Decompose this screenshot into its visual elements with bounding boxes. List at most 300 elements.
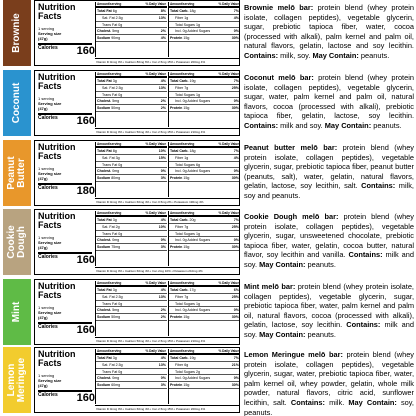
nutrient-name: Protein 15g [170, 245, 190, 250]
flavor-row [0, 347, 416, 416]
nutrient-column-right [168, 2, 240, 57]
nutrient-name: Cholest. 0mg [97, 376, 120, 381]
calories-label: Calories [38, 324, 58, 330]
nutrient-name: Fiber 7g [175, 224, 189, 229]
nutrient-dv: 0% [233, 376, 239, 381]
nutrient-column-left [95, 349, 167, 404]
nutrient-dv: 6% [233, 288, 239, 292]
nutrient-name: Trans Fat 0g [102, 301, 123, 306]
nutrient-row [96, 98, 167, 105]
nutrient-name: Trans Fat 0g [102, 92, 123, 97]
nutrient-name: Sodium 75mg [97, 245, 121, 250]
nutrient-amount: 7g [184, 294, 189, 299]
nutrient-name: Sat. Fat 2.5g [102, 362, 123, 367]
nutrient-column-left [95, 2, 167, 57]
serving-info [38, 166, 92, 181]
nutrient-name: Fiber 6g [175, 362, 189, 367]
flavor-row [0, 279, 416, 345]
may-contain-value: peanuts. [358, 50, 390, 60]
serving-size-value: (47g) [38, 176, 48, 181]
nutrient-name: Incl. 0g Added Sugars [175, 169, 211, 174]
nutrient-amount: 15g [183, 106, 190, 111]
vitamin-footer: Vitamin D 0mcg 0% • Calcium 60mg 4% • Iron 2.5mg 15% • Potassium 200mg 4% [95, 405, 240, 413]
nutrient-dv: 30% [231, 383, 239, 388]
nutrient-row [169, 301, 240, 308]
calories-value: 160 [76, 45, 95, 57]
nutrient-row [169, 375, 240, 382]
nutrient-row [169, 382, 240, 389]
nutrition-title: Nutrition Facts [38, 211, 76, 230]
nutrient-dv: 13% [158, 15, 166, 20]
may-contain-label: May Contain: [348, 397, 397, 407]
nutrient-dv: 15% [158, 155, 166, 160]
nutrient-dv: 8% [160, 9, 166, 13]
flavor-row [0, 140, 416, 206]
ingredients-text [244, 350, 414, 416]
nutrient-name: Incl. 0g Added Sugars [175, 376, 211, 381]
nutrient-amount: 3g [112, 79, 117, 83]
nutrient-name: Incl. 0g Added Sugars [175, 238, 211, 243]
nutrient-dv: 4% [160, 288, 166, 292]
flavor-tab [3, 209, 31, 275]
flavor-tab [3, 0, 31, 66]
servings-count: 1 serving [38, 26, 55, 31]
calories-label: Calories [38, 254, 58, 260]
nutrient-row [169, 369, 240, 376]
column-dv-label: % Daily Value [218, 211, 239, 215]
flavor-name: Peanut butter melō bar: [244, 143, 338, 152]
nutrient-dv: 0% [233, 308, 239, 313]
nutrient-amount: 3g [112, 288, 117, 292]
nutrient-dv: 10% [158, 149, 166, 153]
nutrient-name: Total Carb. 18g [170, 149, 196, 153]
nutrient-dv: 0% [233, 99, 239, 104]
nutrient-amount: 3g [112, 356, 117, 360]
flavor-tab-label: Coconut [11, 82, 22, 124]
nutrient-row [169, 244, 240, 251]
column-amount-label: Amount/serving [97, 2, 122, 6]
nutrient-amount: 0g [118, 369, 123, 374]
nutrient-name: Total Fat 3g [97, 218, 117, 222]
nutrient-dv: 3% [160, 383, 166, 388]
nutrient-amount: 0g [118, 162, 123, 167]
nutrient-name: Total Carb. 20g [170, 218, 196, 222]
serving-info [38, 235, 92, 250]
flavor-name: Mint melō bar: [244, 282, 296, 291]
vitamin-footer: Vitamin D 0mcg 0% • Calcium 60mg 4% • Iron 0.5mg 2% • Potassium 190mg 4% [95, 198, 240, 206]
column-dv-label: % Daily Value [218, 142, 239, 146]
flavor-tab [3, 140, 31, 206]
nutrient-dv: 0% [233, 238, 239, 243]
nutrient-amount: 50mg [111, 315, 121, 320]
serving-size-value: (47g) [38, 106, 48, 111]
nutrient-row [96, 155, 167, 162]
servings-count: 1 serving [38, 235, 55, 240]
serving-size-value: (47g) [38, 245, 48, 250]
nutrient-dv: 30% [231, 36, 239, 41]
calories-value: 180 [76, 185, 95, 197]
nutrient-name: Incl. 0g Added Sugars [175, 99, 211, 104]
contains-label: Contains: [348, 250, 383, 260]
servings-count: 1 serving [38, 305, 55, 310]
column-amount-label: Amount/serving [97, 211, 122, 215]
nutrient-name: Total Fat 3g [97, 288, 117, 292]
nutrient-amount: 80mg [111, 176, 121, 181]
nutrient-name: Total Carb. 19g [170, 356, 196, 360]
nutrient-row [96, 22, 167, 29]
may-contain-label: May Contain: [259, 259, 306, 269]
ingredients-text [244, 143, 414, 201]
nutrient-name: Total Carb. 17g [170, 288, 196, 292]
nutrient-row [96, 224, 167, 231]
may-contain-label: May Contain: [324, 120, 372, 130]
nutrient-row [169, 78, 240, 85]
calories-label: Calories [38, 185, 58, 191]
nutrient-amount: 3g [112, 218, 117, 222]
nutrient-row [169, 105, 240, 112]
nutrient-name: Cholest. 5mg [97, 308, 120, 313]
nutrient-dv: 2% [160, 29, 166, 34]
nutrient-amount: 18g [189, 149, 196, 153]
nutrient-amount: 0mg [112, 169, 120, 174]
nutrient-amount: 1g [195, 301, 200, 306]
nutrient-row [169, 15, 240, 22]
servings-count: 1 serving [38, 96, 55, 101]
serving-size-value: (47g) [38, 315, 48, 320]
nutrient-dv: 0% [160, 238, 166, 243]
serving-size-value: (47g) [38, 36, 48, 41]
nutrient-dv: 3% [160, 245, 166, 250]
nutrient-amount: 5mg [112, 308, 120, 313]
vitamin-footer: Vitamin D 0mcg 0% • Calcium 50mg 4% • Iron 2.5mg 15% • Potassium 210mg 4% [95, 128, 240, 136]
nutrient-amount: 2.5g [115, 85, 123, 90]
nutrient-dv: 4% [160, 356, 166, 360]
nutrient-name: Sat. Fat 3g [102, 155, 120, 160]
nutrient-dv: 2% [160, 99, 166, 104]
nutrient-name: Cholest. 5mg [97, 99, 120, 104]
nutrient-name: Total Carb. 19g [170, 79, 196, 83]
nutrient-dv: 2% [160, 106, 166, 111]
flavor-tab-label: Cookie Dough [6, 225, 27, 259]
nutrient-name: Fiber 1g [175, 15, 189, 20]
nutrient-row [96, 237, 167, 244]
nutrient-dv: 30% [231, 245, 239, 250]
nutrient-row [96, 294, 167, 301]
nutrient-name: Total Carb. 18g [170, 9, 196, 13]
nutrient-amount: 1g [184, 155, 189, 160]
nutrient-columns [95, 211, 240, 266]
nutrient-row [96, 301, 167, 308]
nutrient-amount: 0g [118, 22, 123, 27]
nutrient-amount: 75mg [111, 245, 121, 250]
nutrient-row [96, 92, 167, 99]
calories-label: Calories [38, 45, 58, 51]
nutrient-amount: 2.5g [115, 15, 123, 20]
nutrient-row [96, 362, 167, 369]
nutrient-dv: 0% [160, 376, 166, 381]
column-dv-label: % Daily Value [145, 2, 166, 6]
nutrient-row [169, 28, 240, 35]
nutrient-dv: 4% [233, 15, 239, 20]
nutrient-name: Total Sugars 1g [175, 22, 200, 27]
ingredients-text [244, 212, 414, 270]
nutrient-amount: 0g [118, 92, 123, 97]
column-dv-label: % Daily Value [218, 281, 239, 285]
ingredients-body: protein blend (whey protein isolate, collagen peptides), vegetable glycerin, sugar, prebiotic tapioca fiber, peanut butter (peanuts, salt), water, gelatin, natural flavors, gelatin, lactose, soy lecithin, salt. [244, 143, 415, 191]
nutrition-title: Nutrition Facts [38, 142, 76, 161]
nutrient-amount: 18g [189, 9, 196, 13]
nutrient-name: Trans Fat 0g [102, 162, 123, 167]
nutrient-amount: 19g [189, 356, 196, 360]
nutrient-amount: 15g [183, 36, 190, 41]
nutrient-row [96, 85, 167, 92]
column-amount-label: Amount/serving [97, 281, 122, 285]
nutrient-amount: 1g [184, 15, 189, 20]
contains-label: Contains: [346, 320, 381, 330]
nutrient-row [169, 231, 240, 238]
nutrition-title: Nutrition Facts [38, 349, 76, 368]
nutrient-row [169, 294, 240, 301]
column-amount-label: Amount/serving [170, 281, 195, 285]
nutrient-name: Total Sugars 2g [175, 369, 200, 374]
flavor-tab-label: Lemon Meringue [6, 357, 27, 403]
nutrient-dv: 21% [231, 362, 239, 367]
serving-info [38, 26, 92, 41]
servings-count: 1 serving [38, 166, 55, 171]
nutrient-amount: 7g [184, 85, 189, 90]
ingredients-text [244, 3, 414, 61]
column-dv-label: % Daily Value [218, 349, 239, 353]
nutrient-dv: 25% [231, 85, 239, 90]
nutrient-row [96, 217, 167, 224]
nutrient-dv: 2% [160, 315, 166, 320]
flavor-name: Coconut melō bar: [244, 73, 314, 82]
nutrient-amount: 2g [195, 369, 200, 374]
column-dv-label: % Daily Value [218, 72, 239, 76]
nutrient-row [96, 287, 167, 294]
nutrient-row [96, 15, 167, 22]
nutrient-row [169, 175, 240, 182]
nutrient-dv: 7% [233, 79, 239, 83]
contains-value: milk. [324, 397, 349, 407]
nutrient-row [96, 28, 167, 35]
nutrient-dv: 10% [158, 224, 166, 229]
column-dv-label: % Daily Value [145, 281, 166, 285]
nutrient-row [96, 355, 167, 362]
column-dv-label: % Daily Value [145, 349, 166, 353]
nutrient-name: Sat. Fat 2.5g [102, 294, 123, 299]
nutrient-amount: 1g [195, 231, 200, 236]
nutrient-amount: 19g [189, 79, 196, 83]
column-dv-label: % Daily Value [218, 2, 239, 6]
may-contain-value: soy, peanuts. [244, 397, 414, 416]
nutrient-amount: 15g [183, 383, 190, 388]
ingredients-body: protein blend (whey protein isolate, collagen peptides), vegetable glycerin, sugar, unsweetened chocolate, prebiotic tapioca fiber, water, gelatin, cocoa butter, natural flavor, soy lecithin and vanilla. [244, 212, 414, 260]
nutrient-amount: 2g [115, 224, 120, 229]
nutrient-name: Fiber 1g [175, 155, 189, 160]
nutrient-name: Sodium 60mg [97, 383, 121, 388]
nutrition-label [34, 70, 240, 136]
nutrient-name: Sat. Fat 2.5g [102, 85, 123, 90]
nutrient-row [169, 8, 240, 15]
calories-value: 160 [76, 392, 95, 404]
nutrient-amount: 15g [183, 315, 190, 320]
nutrient-amount: 7g [184, 224, 189, 229]
ingredients-text [244, 73, 414, 131]
nutrient-row [169, 224, 240, 231]
nutrient-dv: 7% [233, 9, 239, 13]
nutrient-name: Total Fat 3g [97, 79, 117, 83]
nutrient-amount: 15g [183, 245, 190, 250]
nutrient-row [96, 307, 167, 314]
nutrient-name: Trans Fat 0g [102, 369, 123, 374]
nutrient-dv: 4% [160, 79, 166, 83]
nutrient-row [169, 217, 240, 224]
nutrient-dv: 4% [160, 218, 166, 222]
nutrient-dv: 30% [231, 315, 239, 320]
serving-info [38, 305, 92, 320]
vitamin-footer: Vitamin D 0mcg 0% • Calcium 50mg 4% • Iron 2.5mg 15% • Potassium 210mg 4% [95, 337, 240, 345]
column-dv-label: % Daily Value [145, 142, 166, 146]
nutrient-column-right [168, 281, 240, 336]
calories-label: Calories [38, 392, 58, 398]
nutrient-row [169, 98, 240, 105]
nutrient-dv: 4% [233, 155, 239, 160]
nutrient-column-left [95, 142, 167, 197]
column-dv-label: % Daily Value [145, 211, 166, 215]
nutrient-name: Protein 15g [170, 106, 190, 111]
column-amount-label: Amount/serving [170, 211, 195, 215]
ingredients-text [244, 282, 414, 340]
nutrient-dv: 3% [160, 176, 166, 181]
serving-size-label: Serving size [38, 31, 62, 36]
column-amount-label: Amount/serving [97, 72, 122, 76]
nutrient-row [169, 168, 240, 175]
column-amount-label: Amount/serving [97, 349, 122, 353]
contains-label: Contains: [244, 50, 279, 60]
nutrient-amount: 20g [189, 218, 196, 222]
contains-value: milk, soy and peanuts. [244, 181, 414, 200]
nutrient-amount: 6g [195, 162, 200, 167]
may-contain-value: peanuts. [305, 329, 336, 339]
nutrient-row [169, 314, 240, 321]
nutrient-dv: 30% [231, 176, 239, 181]
nutrient-amount: 2.5g [115, 294, 123, 299]
nutrient-dv: 0% [160, 169, 166, 174]
column-amount-label: Amount/serving [97, 142, 122, 146]
nutrient-row [96, 105, 167, 112]
nutrient-row [96, 8, 167, 15]
nutrient-column-left [95, 281, 167, 336]
column-amount-label: Amount/serving [170, 2, 195, 6]
serving-size-label: Serving size [38, 101, 62, 106]
nutrition-label [34, 209, 240, 275]
nutrient-dv: 0% [233, 169, 239, 174]
serving-info [38, 373, 92, 388]
nutrient-name: Sat. Fat 2g [102, 224, 120, 229]
nutrient-columns [95, 2, 240, 57]
calories-value: 160 [76, 254, 95, 266]
nutrient-amount: 90mg [111, 36, 121, 41]
flavor-tab-label: Mint [11, 301, 22, 323]
ingredients-body: protein blend (whey protein isolate, collagen peptides), vegetable glycerin, sugar, prebiotic tapioca fiber, water, cocoa (processed with alkali), palm kernel and palm oil, natural flavors, gelatin, lactose and soy lecithin. [244, 3, 414, 51]
nutrient-amount: 60mg [111, 383, 121, 388]
nutrient-row [96, 168, 167, 175]
flavor-tab [3, 279, 31, 345]
nutrition-label [34, 279, 240, 345]
may-contain-label: May Contain: [312, 50, 359, 60]
nutrient-name: Protein 15g [170, 176, 190, 181]
nutrient-row [96, 382, 167, 389]
nutrient-row [169, 148, 240, 155]
nutrient-name: Trans Fat 0g [102, 231, 123, 236]
nutrient-name: Sat. Fat 2.5g [102, 15, 123, 20]
nutrient-amount: 5mg [112, 29, 120, 34]
nutrient-columns [95, 281, 240, 336]
nutrient-name: Incl. 0g Added Sugars [175, 308, 211, 313]
nutrient-dv: 30% [231, 106, 239, 111]
nutrient-row [96, 314, 167, 321]
serving-size-label: Serving size [38, 310, 62, 315]
may-contain-value: peanuts. [305, 259, 336, 269]
nutrient-column-right [168, 142, 240, 197]
nutrient-name: Protein 15g [170, 315, 190, 320]
nutrient-amount: 0mg [112, 238, 120, 243]
nutrient-name: Sodium 50mg [97, 106, 121, 111]
nutrient-amount: 50mg [111, 106, 121, 111]
flavor-name: Brownie melō bar: [244, 3, 314, 12]
nutrient-column-right [168, 72, 240, 127]
nutrient-amount: 1g [195, 92, 200, 97]
nutrient-amount: 3g [115, 155, 120, 160]
flavor-row [0, 0, 416, 66]
nutrient-name: Incl. 0g Added Sugars [175, 29, 211, 34]
column-amount-label: Amount/serving [170, 72, 195, 76]
nutrient-name: Cholest. 0mg [97, 169, 120, 174]
nutrient-dv: 0% [233, 29, 239, 34]
nutrient-amount: 17g [189, 288, 196, 292]
nutrient-row [169, 35, 240, 42]
nutrient-name: Total Fat 8g [97, 149, 117, 153]
nutrient-name: Protein 15g [170, 36, 190, 41]
nutrient-row [169, 162, 240, 169]
nutrient-dv: 7% [233, 149, 239, 153]
serving-size-label: Serving size [38, 171, 62, 176]
nutrient-row [96, 375, 167, 382]
contains-label: Contains: [244, 120, 279, 130]
nutrient-name: Protein 15g [170, 383, 190, 388]
nutrition-label [34, 347, 240, 413]
nutrient-amount: 2.5g [115, 362, 123, 367]
serving-size-label: Serving size [38, 378, 62, 383]
contains-value: milk and soy. [278, 120, 325, 130]
nutrient-amount: 6g [184, 362, 189, 367]
contains-label: Contains: [290, 397, 325, 407]
nutrient-column-left [95, 211, 167, 266]
contains-value: milk and soy. [244, 250, 414, 269]
nutrient-amount: 8g [112, 149, 117, 153]
flavor-name: Cookie Dough melō bar: [244, 212, 339, 221]
nutrition-title: Nutrition Facts [38, 72, 76, 91]
vitamin-footer: Vitamin D 0mcg 0% • Calcium 80mg 6% • Iron 2.5mg 15% • Potassium 200mg 4% [95, 58, 240, 66]
contains-value: milk and soy. [244, 320, 415, 339]
nutrient-column-left [95, 72, 167, 127]
nutrient-columns [95, 349, 240, 404]
nutrition-label [34, 0, 240, 66]
nutrient-column-right [168, 211, 240, 266]
serving-info [38, 96, 92, 111]
flavor-tab-label: Brownie [11, 13, 22, 53]
